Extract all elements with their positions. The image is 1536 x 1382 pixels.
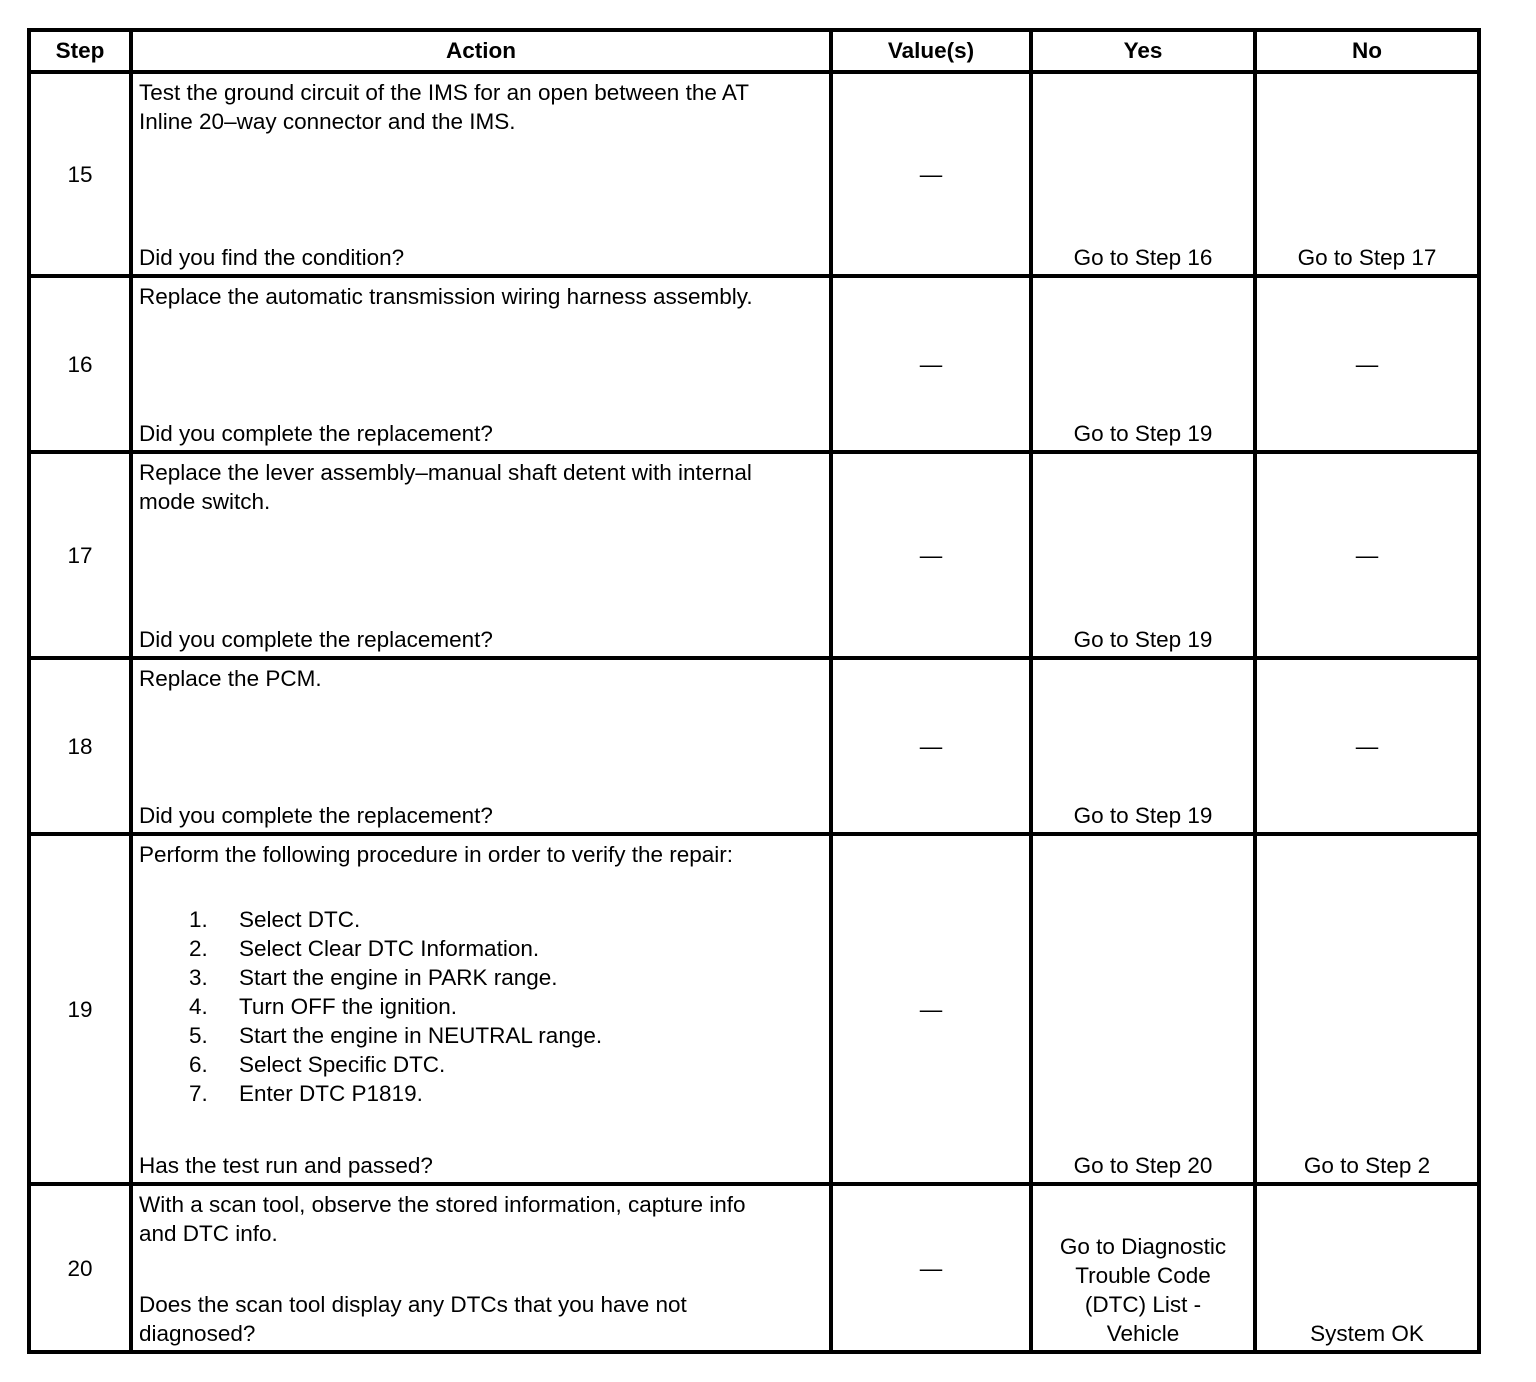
action-question: Did you complete the replacement?: [139, 421, 493, 446]
action-cell: [133, 278, 829, 450]
no-cell: —: [1257, 660, 1477, 832]
list-item: 2. Select Clear DTC Information.: [189, 936, 540, 961]
list-item: 6. Select Specific DTC.: [189, 1052, 446, 1077]
no-cell: —: [1257, 278, 1477, 450]
action-text: With a scan tool, observe the stored information, capture info: [139, 1192, 746, 1217]
step-number: 18: [31, 660, 129, 832]
action-question: Did you complete the replacement?: [139, 627, 493, 652]
yes-text: Go to Step 16: [1073, 245, 1213, 270]
header-no: No: [1257, 32, 1477, 70]
action-question: Does the scan tool display any DTCs that you have not: [139, 1292, 687, 1317]
list-item: 5. Start the engine in NEUTRAL range.: [189, 1023, 603, 1048]
value-cell: —: [833, 660, 1029, 832]
list-item: 7. Enter DTC P1819.: [189, 1081, 423, 1106]
value-cell: —: [833, 836, 1029, 1182]
no-text: Go to Step 17: [1297, 245, 1437, 270]
action-question: Did you find the condition?: [139, 245, 405, 270]
yes-cell: [1033, 278, 1253, 450]
diagnostic-table: [27, 28, 1481, 1354]
yes-text: (DTC) List -: [1084, 1292, 1202, 1317]
list-item: 4. Turn OFF the ignition.: [189, 994, 458, 1019]
action-question: Has the test run and passed?: [139, 1153, 433, 1178]
step-number: 15: [31, 74, 129, 274]
yes-cell: [1033, 660, 1253, 832]
action-question: Did you complete the replacement?: [139, 803, 493, 828]
value-cell: —: [833, 74, 1029, 274]
procedure-list: [139, 905, 823, 1108]
yes-cell: [1033, 836, 1253, 1182]
action-cell: [133, 74, 829, 274]
yes-text: Go to Diagnostic: [1059, 1234, 1227, 1259]
no-cell: [1257, 836, 1477, 1182]
action-cell: [133, 1186, 829, 1350]
yes-text: Go to Step 19: [1073, 421, 1213, 446]
action-text: Perform the following procedure in order to verify the repair:: [139, 842, 734, 867]
action-cell: [133, 454, 829, 656]
yes-cell: [1033, 454, 1253, 656]
value-cell: —: [833, 454, 1029, 656]
value-cell: —: [833, 1186, 1029, 1350]
no-cell: —: [1257, 454, 1477, 656]
yes-text: Go to Step 20: [1073, 1153, 1213, 1178]
action-text: mode switch.: [139, 489, 271, 514]
action-cell: [133, 836, 829, 1182]
step-number: 16: [31, 278, 129, 450]
action-text: Replace the PCM.: [139, 666, 322, 691]
action-text: Test the ground circuit of the IMS for an open between the AT: [139, 80, 749, 105]
action-text: Inline 20–way connector and the IMS.: [139, 109, 516, 134]
header-values: Value(s): [833, 32, 1029, 70]
header-yes: Yes: [1033, 32, 1253, 70]
list-item: 3. Start the engine in PARK range.: [189, 965, 558, 990]
header-action: Action: [133, 32, 829, 70]
step-number: 20: [31, 1186, 129, 1350]
step-number: 17: [31, 454, 129, 656]
yes-text: Vehicle: [1106, 1321, 1180, 1346]
no-cell: [1257, 74, 1477, 274]
action-cell: [133, 660, 829, 832]
action-question: diagnosed?: [139, 1321, 256, 1346]
action-text: and DTC info.: [139, 1221, 278, 1246]
yes-text: Trouble Code: [1075, 1263, 1211, 1288]
no-cell: [1257, 1186, 1477, 1350]
yes-text: Go to Step 19: [1073, 627, 1213, 652]
yes-text: Go to Step 19: [1073, 803, 1213, 828]
header-step: Step: [31, 32, 129, 70]
no-text: System OK: [1310, 1321, 1424, 1346]
list-item: 1. Select DTC.: [189, 907, 361, 932]
step-number: 19: [31, 836, 129, 1182]
yes-cell: [1033, 74, 1253, 274]
action-text: Replace the lever assembly–manual shaft detent with internal: [139, 460, 752, 485]
yes-cell: [1033, 1186, 1253, 1350]
value-cell: —: [833, 278, 1029, 450]
action-text: Replace the automatic transmission wiring harness assembly.: [139, 284, 753, 309]
no-text: Go to Step 2: [1303, 1153, 1431, 1178]
